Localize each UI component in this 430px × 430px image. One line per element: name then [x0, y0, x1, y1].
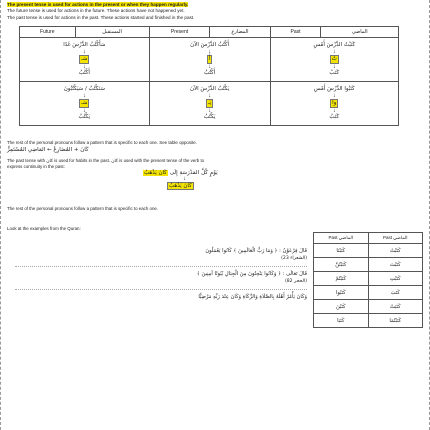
quran-intro: Look at the examples from the Quran:	[7, 226, 81, 231]
arrow-down-icon: ↓	[182, 176, 186, 182]
arrow-down-icon: ↓	[82, 63, 86, 70]
pp-cell: كَتَبُوا	[314, 286, 369, 300]
cell-past-row1	[270, 38, 398, 82]
arrow-down-icon: ↓	[332, 63, 336, 70]
pp-cell: كَتَبَا	[314, 314, 369, 328]
verse-3: وَكَانَ يَأْمُرُ أَهْلَهُ بِالصَّلَاةِ وَالزَّكَاةِ وَكَانَ عِنْدَ رَبِّهِ مَرْضِيًّا	[198, 294, 307, 300]
arrow-down-icon: ↓	[82, 107, 86, 114]
future-row1-sentence: سَأَكْتُبُ الدَّرْسَ غَدًا	[63, 41, 106, 48]
past-row2-verb: كَتَبُ	[329, 113, 340, 120]
pp-cell: كَتَبَ	[368, 286, 423, 300]
past-continuous-line-2: express continuity in the past:	[7, 164, 65, 169]
cell-past-row2	[270, 82, 398, 126]
intro-text	[7, 2, 427, 21]
arrow-down-icon: ↓	[82, 48, 86, 55]
tense-header-past-ar: الماضي	[321, 27, 399, 38]
tense-header-future-ar: المستقبل	[75, 27, 149, 38]
present-row1-prefix: أَ	[208, 55, 211, 62]
arrow-down-icon: ↓	[332, 48, 336, 55]
tense-header-present-en: Present	[149, 27, 210, 38]
pp-cell: كَتَبْتُمَا	[368, 314, 423, 328]
arrow-down-icon: ↓	[208, 92, 212, 99]
present-row1-verb: أَكْتُبُ	[203, 69, 216, 76]
intro-line-3: The past tense is used for actions in the past. These actions started and finished in the past.	[7, 14, 195, 20]
pp-cell: كَتَبْنَا	[314, 244, 369, 258]
arrow-down-icon: ↓	[208, 107, 212, 114]
pp-cell: كَتَبْتَ	[368, 258, 423, 272]
pp-cell: كَتَبْتُمْ	[314, 272, 369, 286]
example-sentence: يَوْمٍ كُلَّ المَدْرَسَةِ إِلَى كَانَ يَذْهَبُ	[144, 170, 218, 176]
pp-cell: كَتَبْتِ	[368, 272, 423, 286]
past-continuous-explanation	[7, 158, 407, 170]
pp-header-2: Past الماضي	[368, 233, 423, 244]
future-row1-prefix: سَـ	[81, 55, 88, 62]
intro-line-1: The present tense is used for actions in the present or when they happen regularly.	[7, 2, 189, 7]
present-row1-sentence: أَكْتُبُ الدَّرْسَ الآنَ	[190, 41, 230, 48]
cell-future-row2	[20, 82, 150, 126]
example-below-box: كَانَ يَذْهَبُ	[168, 183, 192, 189]
pp-cell: كَتَبْتُنَّ	[314, 258, 369, 272]
cell-present-row2	[149, 82, 270, 126]
past-row2-sentence: كَتَبُوا الدَّرْسَ أَمْسِ	[313, 85, 355, 92]
present-row2-verb: يَكْتُبُ	[203, 113, 216, 120]
past-row1-suffix: تُ	[331, 55, 337, 62]
example-highlight: كَانَ يَذْهَبُ	[144, 170, 167, 176]
present-row2-prefix: يَـ	[208, 99, 212, 106]
past-continuous-example	[143, 170, 218, 190]
past-pronoun-table	[313, 232, 423, 328]
arrow-down-icon: ↓	[332, 92, 336, 99]
future-row1-verb: أَكْتُبُ	[78, 69, 90, 76]
present-row2-sentence: يَكْتُبُ الدَّرْسَ الآنَ	[189, 85, 230, 92]
past-continuous-line-1: The past tense with كان is used for habits in the past. كان is used with the present tense of the verb to	[7, 158, 205, 163]
tense-header-present-ar: المضارع	[210, 27, 270, 38]
tense-table	[19, 26, 399, 126]
pp-cell: كَتَبْنَ	[314, 300, 369, 314]
cell-future-row1	[20, 38, 150, 82]
pp-cell: كَتَبَتْ	[368, 300, 423, 314]
past-row1-verb: كَتَبْ	[329, 69, 340, 76]
cell-present-row1	[149, 38, 270, 82]
tense-header-future-en: Future	[20, 27, 76, 38]
rule-arabic-line: كَانَ + المُضَارِعُ ← المَاضِي المُسْتَمِرُّ	[7, 147, 89, 153]
pp-header-1: Past الماضي	[314, 233, 369, 244]
past-row2-suffix: وا	[332, 99, 337, 106]
verse-1: قَالَ فِرْعَوْنُ : ﴿ وَمَا رَبُّ الْعَالَمِينَ ﴾ كَانُوا يَعْمَلُونَ (الشعراء 23)	[15, 244, 307, 267]
verse-2: قَالَ تَعَالَى : ﴿ وَكَانُوا يَنْحِتُونَ مِنَ الْجِبَالِ بُيُوتًا آمِنِينَ ﴾ (الحجر 82)	[15, 267, 307, 290]
arrow-down-icon: ↓	[332, 107, 336, 114]
pronoun-pattern-note: The rest of the personal pronouns follow a pattern that is specific to each one. See table opposite.	[7, 140, 197, 145]
past-row1-sentence: كَتَبْتُ الدَّرْسَ أَمْسِ	[313, 41, 356, 48]
pp-cell: كَتَبْتُ	[368, 244, 423, 258]
intro-line-2: The future tense is used for actions in the future. These actions have not happened yet.	[7, 8, 185, 14]
future-row2-prefix: سَـ	[81, 99, 88, 106]
quran-verses	[15, 244, 307, 304]
pronoun-pattern-note-2: The rest of the personal pronouns follow a pattern that is specific to each one.	[7, 206, 159, 211]
future-row2-verb: يَكْتُبُ	[78, 113, 91, 120]
tense-header-past-en: Past	[270, 27, 321, 38]
arrow-down-icon: ↓	[208, 63, 212, 70]
arrow-down-icon: ↓	[82, 92, 86, 99]
arrow-down-icon: ↓	[208, 48, 212, 55]
future-row2-sentence: سَنَكْتُبُ / سَيَكْتُبُونَ	[63, 85, 105, 92]
